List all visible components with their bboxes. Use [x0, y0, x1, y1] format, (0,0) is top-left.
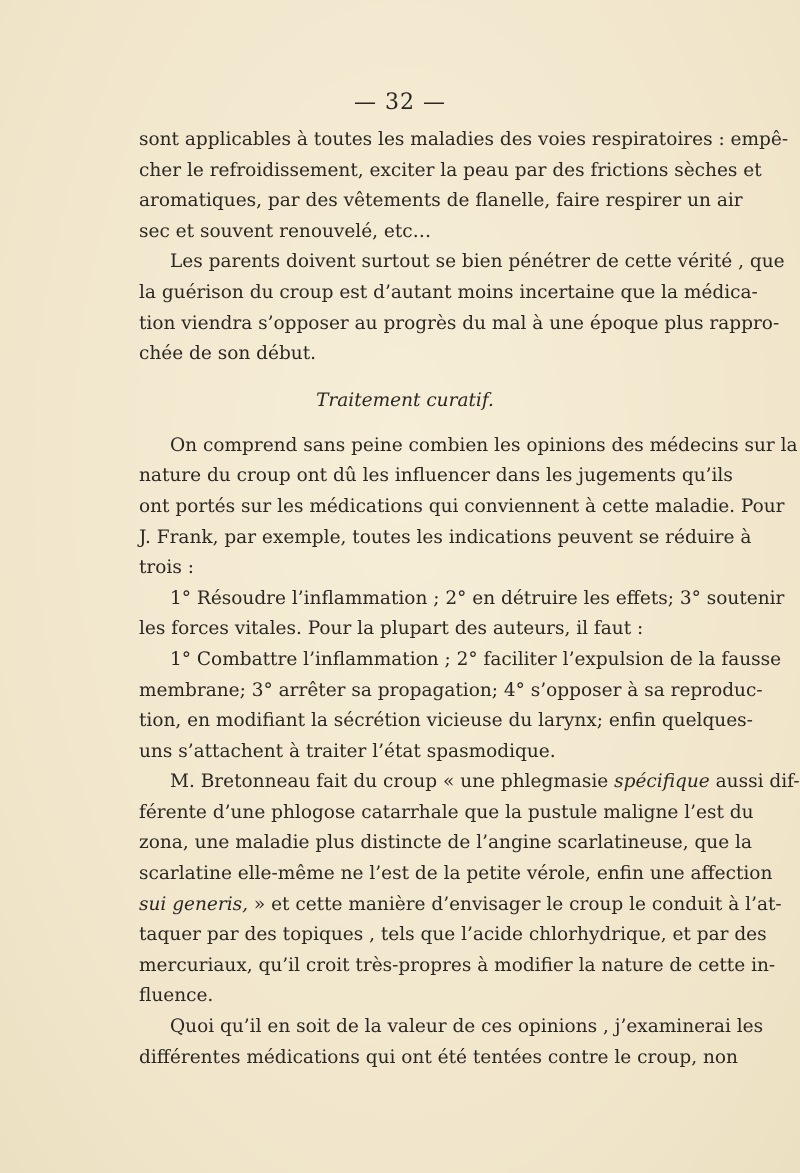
text-line: cher le refroidissement, exciter la peau par des frictions sèches et [139, 159, 762, 181]
text-line: membrane; 3° arrêter sa propagation; 4° s’opposer à sa reproduc- [139, 679, 763, 701]
text-line: mercuriaux, qu’il croit très-propres à modifier la nature de cette in- [139, 954, 776, 976]
text-line: nature du croup ont dû les influencer dans les jugements qu’ils [139, 465, 733, 487]
text-run: » et cette manière d’envisager le croup le conduit à l’at- [253, 893, 782, 915]
text-line: aromatiques, par des vêtements de flanelle, faire respirer un air [139, 190, 743, 212]
italic-term: sui generis, [139, 893, 248, 915]
section-heading: Traitement curatif. [316, 389, 494, 411]
text-line: J. Frank, par exemple, toutes les indications peuvent se réduire à [139, 526, 752, 548]
text-line: uns s’attachent à traiter l’état spasmodique. [139, 740, 556, 762]
body-text [139, 125, 800, 1073]
text-line: les forces vitales. Pour la plupart des auteurs, il faut : [139, 618, 644, 640]
text-line: Quoi qu’il en soit de la valeur de ces opinions , j’examinerai les [170, 1016, 764, 1038]
text-line [139, 890, 782, 921]
text-line: sont applicables à toutes les maladies des voies respiratoires : empê- [139, 129, 789, 150]
text-line: tion viendra s’opposer au progrès du mal à une époque plus rappro- [139, 312, 780, 334]
text-line: différentes médications qui ont été tentées contre le croup, non [139, 1046, 738, 1068]
text-run: M. Bretonneau fait du croup « une phlegmasie [170, 771, 609, 793]
text-line: chée de son début. [139, 343, 317, 365]
text-line: 1° Résoudre l’inflammation ; 2° en détruire les effets; 3° soutenir [170, 587, 785, 609]
text-line: fluence. [139, 985, 214, 1007]
text-line: la guérison du croup est d’autant moins incertaine que la médica- [139, 281, 758, 303]
text-line: ont portés sur les médications qui conviennent à cette maladie. Pour [139, 495, 785, 517]
text-line: taquer par des topiques , tels que l’acide chlorhydrique, et par des [139, 924, 767, 946]
text-line: sec et souvent renouvelé, etc… [139, 220, 432, 242]
text-line: férente d’une phlogose catarrhale que la pustule maligne l’est du [139, 801, 754, 823]
text-line: tion, en modifiant la sécrétion vicieuse du larynx; enfin quelques- [139, 710, 753, 732]
text-line: zona, une maladie plus distincte de l’angine scarlatineuse, que la [139, 832, 753, 854]
text-line [139, 767, 800, 798]
text-line: 1° Combattre l’inflammation ; 2° faciliter l’expulsion de la fausse [170, 648, 782, 670]
text-line: trois : [139, 557, 194, 579]
italic-term: spécifique [614, 771, 710, 793]
text-line: scarlatine elle-même ne l’est de la petite vérole, enfin une affection [139, 863, 773, 885]
text-line: Les parents doivent surtout se bien pénétrer de cette vérité , que [170, 251, 785, 273]
page-number: — 32 — [354, 90, 446, 115]
text-line: On comprend sans peine combien les opinions des médecins sur la [170, 434, 798, 456]
text-run: aussi dif- [715, 771, 800, 793]
